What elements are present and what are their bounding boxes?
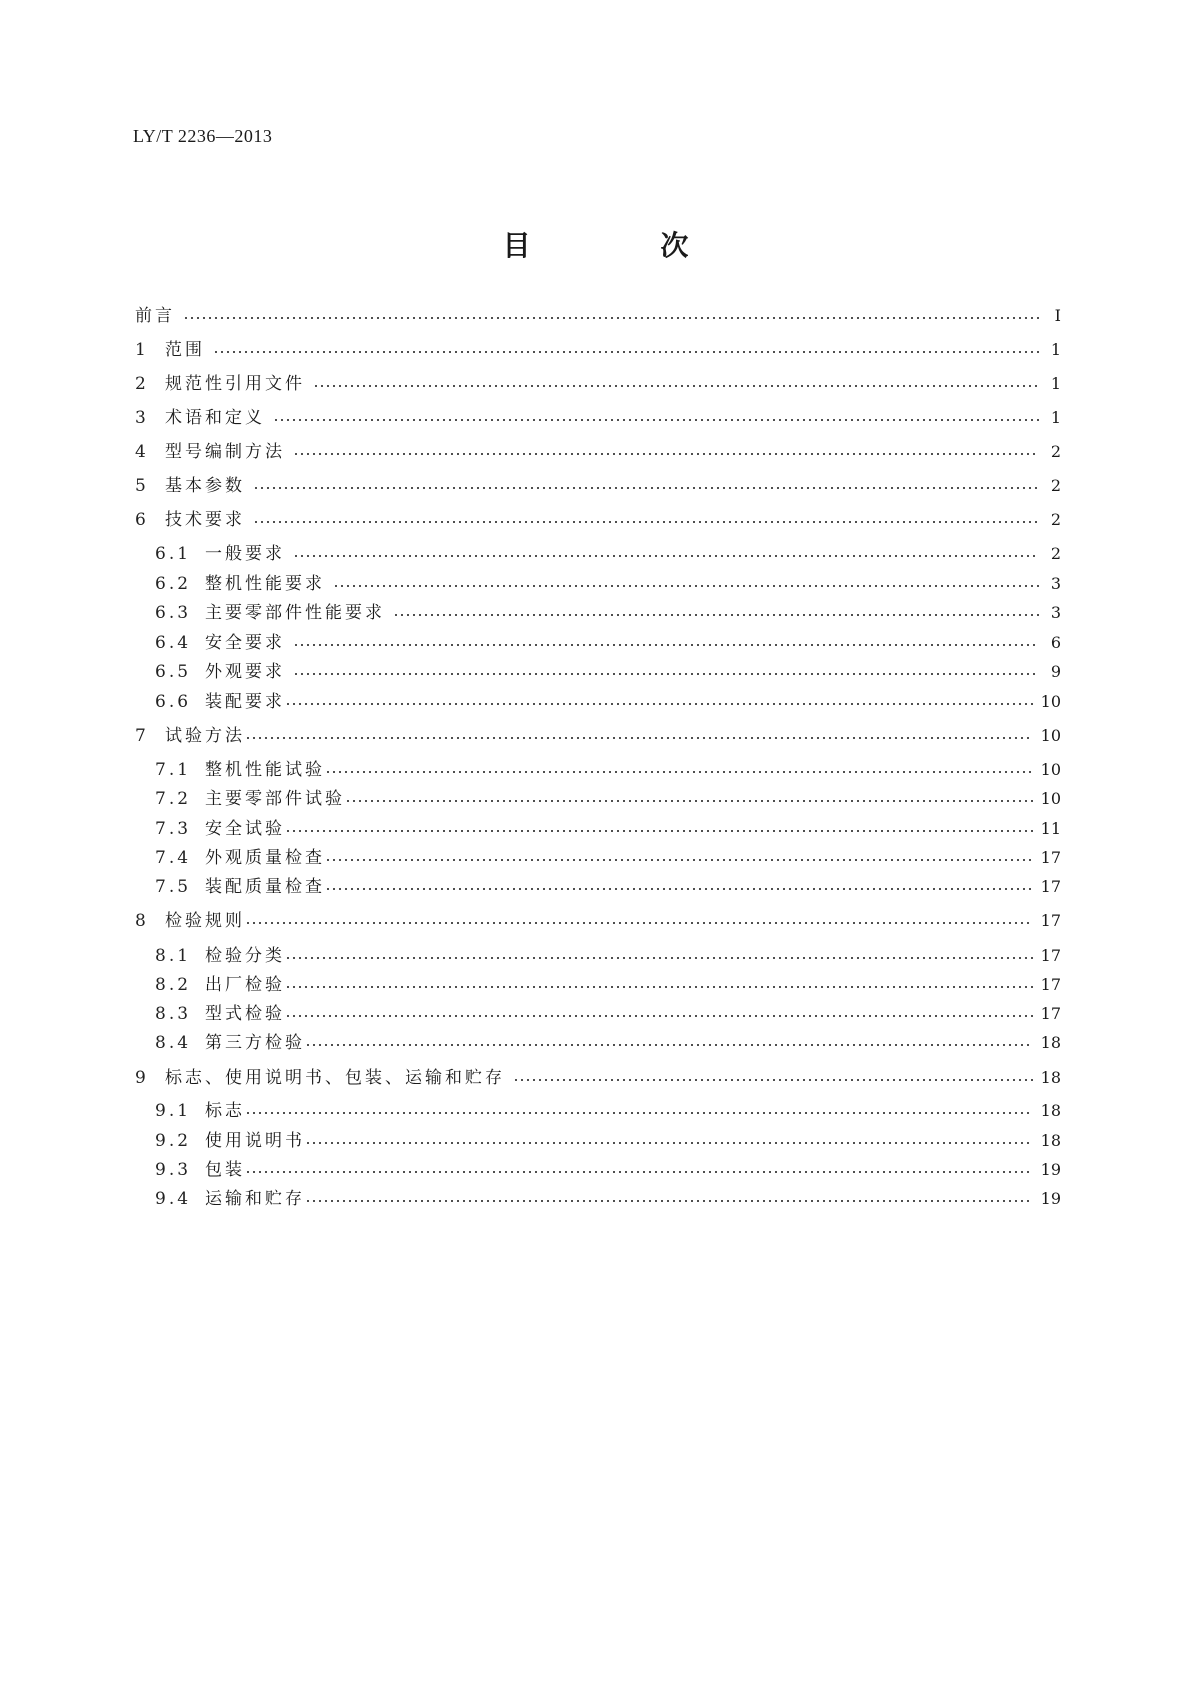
toc-page: 10 — [1040, 760, 1061, 779]
toc-entry[interactable] — [155, 875, 1061, 899]
toc-page: Ⅰ — [1054, 306, 1061, 325]
toc-page: 17 — [1040, 911, 1061, 930]
toc-label: 装配要求 — [205, 692, 285, 712]
toc-number: 7.1 — [155, 760, 192, 780]
toc-entry[interactable] — [155, 846, 1061, 870]
toc-label: 使用说明书 — [205, 1131, 305, 1151]
dot-leader — [293, 673, 1039, 675]
toc-label: 包装 — [205, 1160, 245, 1180]
toc-entry[interactable] — [155, 787, 1061, 811]
toc-page: 17 — [1040, 848, 1061, 867]
dot-leader — [285, 957, 1033, 959]
toc-label: 检验分类 — [205, 946, 285, 966]
toc-label: 基本参数 — [165, 476, 245, 496]
dot-leader — [313, 385, 1039, 387]
toc-label: 出厂检验 — [205, 975, 285, 995]
dot-leader — [285, 986, 1033, 988]
page-title: 目 次 — [502, 229, 749, 262]
toc-entry[interactable] — [155, 1099, 1061, 1123]
toc-page: 6 — [1050, 633, 1061, 652]
toc-entry[interactable] — [135, 909, 1061, 933]
dot-leader — [253, 521, 1039, 523]
toc-number: 5 — [135, 476, 146, 496]
toc-label: 标志、使用说明书、包装、运输和贮存 — [165, 1068, 505, 1088]
dot-leader — [253, 487, 1039, 489]
toc-label: 外观要求 — [205, 662, 285, 682]
toc-number: 2 — [135, 374, 146, 394]
dot-leader — [325, 771, 1033, 773]
toc-label: 安全试验 — [205, 819, 285, 839]
dot-leader — [325, 859, 1033, 861]
toc-number: 1 — [135, 340, 146, 360]
toc-number: 6.1 — [155, 544, 192, 564]
toc-entry[interactable] — [155, 690, 1061, 714]
toc-entry[interactable] — [135, 1066, 1061, 1090]
toc-label: 一般要求 — [205, 544, 285, 564]
toc-page: 17 — [1040, 877, 1061, 896]
toc-number: 4 — [135, 442, 146, 462]
toc-label: 第三方检验 — [205, 1033, 305, 1053]
dot-leader — [245, 1112, 1033, 1114]
toc-label: 前言 — [135, 306, 175, 326]
dot-leader — [345, 800, 1033, 802]
toc-entry[interactable] — [155, 542, 1061, 566]
toc-page: 2 — [1050, 476, 1061, 495]
toc-number: 7 — [135, 726, 146, 746]
toc-page: 1 — [1050, 374, 1061, 393]
toc-label: 检验规则 — [165, 911, 245, 931]
toc-page: 19 — [1040, 1189, 1061, 1208]
toc-entry[interactable] — [155, 1158, 1061, 1182]
toc-entry[interactable] — [155, 1129, 1061, 1153]
toc-page: 10 — [1040, 692, 1061, 711]
toc-entry[interactable] — [135, 508, 1061, 532]
dot-leader — [333, 585, 1039, 587]
toc-number: 8.1 — [155, 946, 192, 966]
toc-page: 2 — [1050, 510, 1061, 529]
dot-leader — [293, 453, 1039, 455]
toc-number: 8.3 — [155, 1004, 192, 1024]
toc-page: 3 — [1050, 603, 1061, 622]
dot-leader — [273, 419, 1039, 421]
toc-number: 7.4 — [155, 848, 192, 868]
toc-page: 10 — [1040, 789, 1061, 808]
dot-leader — [245, 922, 1033, 924]
toc-number: 6 — [135, 510, 146, 530]
toc-number: 9.2 — [155, 1131, 192, 1151]
toc-page: 17 — [1040, 975, 1061, 994]
toc-number: 6.2 — [155, 574, 192, 594]
toc-page: 17 — [1040, 946, 1061, 965]
toc-page: 10 — [1040, 726, 1061, 745]
toc-label: 规范性引用文件 — [165, 374, 305, 394]
toc-entry[interactable] — [135, 406, 1061, 430]
standard-code: LY/T 2236—2013 — [133, 126, 273, 146]
toc-label: 标志 — [205, 1101, 245, 1121]
toc-number: 3 — [135, 408, 146, 428]
toc-entry[interactable] — [135, 474, 1061, 498]
toc-entry[interactable] — [155, 631, 1061, 655]
toc-number: 9.4 — [155, 1189, 192, 1209]
toc-entry[interactable] — [155, 1002, 1061, 1026]
toc-label: 安全要求 — [205, 633, 285, 653]
toc-label: 主要零部件试验 — [205, 789, 345, 809]
dot-leader — [305, 1142, 1033, 1144]
toc-number: 9.3 — [155, 1160, 192, 1180]
toc-page: 2 — [1050, 442, 1061, 461]
toc-number: 8.2 — [155, 975, 192, 995]
dot-leader — [305, 1200, 1033, 1202]
toc-number: 9.1 — [155, 1101, 192, 1121]
dot-leader — [183, 317, 1039, 319]
toc-number: 9 — [135, 1068, 146, 1088]
toc-label: 型号编制方法 — [165, 442, 285, 462]
dot-leader — [285, 830, 1033, 832]
toc-label: 整机性能试验 — [205, 760, 325, 780]
toc-page: 1 — [1050, 340, 1061, 359]
toc-entry[interactable] — [155, 973, 1061, 997]
dot-leader — [513, 1079, 1033, 1081]
toc-label: 运输和贮存 — [205, 1189, 305, 1209]
dot-leader — [245, 737, 1033, 739]
toc-label: 主要零部件性能要求 — [205, 603, 385, 623]
toc-entry[interactable] — [155, 660, 1061, 684]
toc-entry[interactable] — [155, 572, 1061, 596]
toc-number: 7.5 — [155, 877, 192, 897]
toc-number: 7.3 — [155, 819, 192, 839]
toc-entry[interactable] — [155, 758, 1061, 782]
dot-leader — [213, 351, 1039, 353]
dot-leader — [305, 1044, 1033, 1046]
toc-page: 18 — [1040, 1101, 1061, 1120]
toc-entry[interactable] — [135, 440, 1061, 464]
toc-entry[interactable] — [155, 817, 1061, 841]
toc-page: 18 — [1040, 1131, 1061, 1150]
toc-entry[interactable] — [155, 1187, 1061, 1211]
toc-entry[interactable] — [135, 372, 1061, 396]
toc-entry[interactable] — [155, 1031, 1061, 1055]
toc-number: 6.6 — [155, 692, 192, 712]
toc-page: 18 — [1040, 1068, 1061, 1087]
toc-label: 技术要求 — [165, 510, 245, 530]
toc-number: 8.4 — [155, 1033, 192, 1053]
toc-label: 试验方法 — [165, 726, 245, 746]
toc-page: 3 — [1050, 574, 1061, 593]
toc-page: 9 — [1050, 662, 1061, 681]
toc-page: 18 — [1040, 1033, 1061, 1052]
toc-page: 19 — [1040, 1160, 1061, 1179]
toc-page: 11 — [1040, 819, 1061, 838]
toc-page: 2 — [1050, 544, 1061, 563]
toc-label: 范围 — [165, 340, 205, 360]
toc-entry[interactable] — [155, 601, 1061, 625]
dot-leader — [245, 1171, 1033, 1173]
toc-entry[interactable] — [135, 724, 1061, 748]
dot-leader — [285, 1015, 1033, 1017]
dot-leader — [293, 644, 1039, 646]
toc-number: 6.5 — [155, 662, 192, 682]
toc-entry[interactable] — [135, 304, 1061, 328]
dot-leader — [285, 703, 1033, 705]
dot-leader — [293, 555, 1039, 557]
toc-entry[interactable] — [155, 944, 1061, 968]
toc-label: 术语和定义 — [165, 408, 265, 428]
dot-leader — [393, 614, 1039, 616]
toc-label: 整机性能要求 — [205, 574, 325, 594]
toc-page: 1 — [1050, 408, 1061, 427]
toc-label: 装配质量检查 — [205, 877, 325, 897]
toc-number: 6.4 — [155, 633, 192, 653]
toc-entry[interactable] — [135, 338, 1061, 362]
toc-label: 型式检验 — [205, 1004, 285, 1024]
toc-page: 17 — [1040, 1004, 1061, 1023]
dot-leader — [325, 888, 1033, 890]
toc-label: 外观质量检查 — [205, 848, 325, 868]
toc-number: 6.3 — [155, 603, 192, 623]
toc-number: 8 — [135, 911, 146, 931]
toc-number: 7.2 — [155, 789, 192, 809]
